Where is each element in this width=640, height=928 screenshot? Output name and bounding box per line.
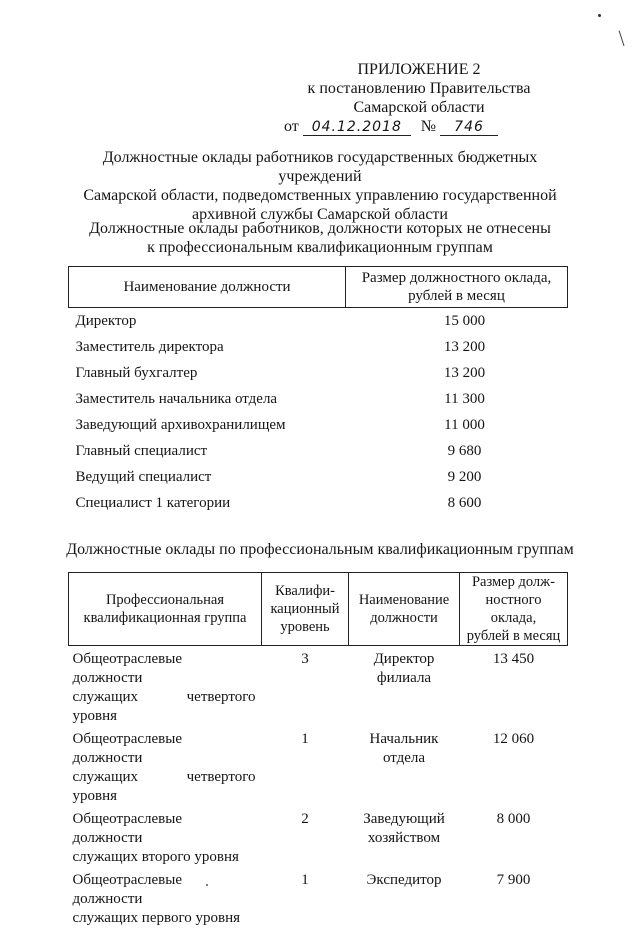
- position-line1: Заведующий: [363, 811, 445, 827]
- position-cell: [349, 867, 460, 928]
- section2-title-text: Должностные оклады по профессиональным квалификационным группам: [66, 541, 574, 558]
- header-level-line1: Квалифи-: [275, 583, 335, 599]
- table-header-row: [69, 573, 568, 646]
- group-line2: служащих второго уровня: [72, 849, 239, 865]
- section1-title: [60, 219, 580, 257]
- level-value: 3: [301, 651, 309, 667]
- table-row: [69, 412, 568, 438]
- scan-mark-stroke: [619, 30, 627, 46]
- main-title-line3: архивной службы Самарской области: [192, 206, 448, 223]
- salary-value: 11 000: [444, 416, 485, 433]
- position-cell: [349, 806, 460, 867]
- header-salary-line2: ностного оклада,: [485, 592, 542, 626]
- header-group: [69, 573, 262, 646]
- group-line2: служащих четвертого уровня: [72, 769, 256, 804]
- appendix-line2: Самарской области: [353, 99, 485, 116]
- salary-value: 7 900: [496, 872, 531, 888]
- header-salary: [460, 573, 568, 646]
- handwritten-date: 04.12.2018: [303, 119, 411, 136]
- level-value: 1: [301, 731, 309, 747]
- table-row: [69, 490, 568, 516]
- header-position-line1: Наименование: [358, 592, 450, 608]
- group-cell: [69, 646, 262, 727]
- position-line2: хозяйством: [367, 830, 441, 846]
- main-title-line2: Самарской области, подведомственных управлению государственной: [83, 187, 557, 204]
- group-line2: служащих первого уровня: [72, 910, 240, 926]
- header-salary: [346, 267, 568, 308]
- scan-mark-dot: [598, 14, 601, 17]
- header-position: [349, 573, 460, 646]
- header-position-name: Наименование должности: [69, 267, 346, 308]
- salary-table-qualification-groups: [68, 572, 568, 928]
- header-level-line3: уровень: [280, 619, 330, 635]
- group-line1: Общеотраслевые должности: [72, 811, 182, 846]
- level-value: 2: [301, 811, 309, 827]
- group-cell: [69, 806, 262, 867]
- table-row: [69, 334, 568, 360]
- header-level-line2: кационный: [270, 601, 340, 617]
- appendix-date-line: [274, 117, 564, 136]
- group-line2: служащих четвертого уровня: [72, 689, 256, 724]
- group-line1: Общеотраслевые должности: [72, 872, 182, 907]
- appendix-line1: к постановлению Правительства: [307, 80, 531, 97]
- table-row: [69, 646, 568, 727]
- salary-value: 13 200: [443, 364, 486, 381]
- number-prefix: №: [420, 118, 437, 135]
- table-row: [69, 438, 568, 464]
- header-salary-line2: рублей в месяц: [408, 288, 505, 304]
- header-group-line1: Профессиональная: [105, 592, 225, 608]
- position-name: Главный бухгалтер: [75, 364, 198, 381]
- handwritten-number: 746: [440, 119, 498, 136]
- date-prefix: от: [284, 118, 299, 135]
- position-name: Директор: [75, 312, 137, 329]
- salary-value: 12 060: [492, 731, 535, 747]
- appendix-title: ПРИЛОЖЕНИЕ 2: [357, 61, 481, 78]
- position-line1: Экспедитор: [366, 872, 442, 888]
- table-row: [69, 726, 568, 806]
- table-row: [69, 464, 568, 490]
- group-line1: Общеотраслевые должности: [72, 731, 182, 766]
- position-line1: Директор: [373, 651, 435, 667]
- header-salary-line3: рублей в месяц: [466, 628, 561, 644]
- position-name: Заместитель директора: [75, 338, 224, 355]
- salary-value: 13 200: [443, 338, 486, 355]
- table-row: [69, 308, 568, 335]
- salary-value: 13 450: [492, 651, 535, 667]
- section1-title-line1: Должностные оклады работников, должности которых не отнесены: [89, 220, 551, 237]
- section1-title-line2: к профессиональным квалификационным группам: [147, 239, 493, 256]
- section2-title: [60, 540, 580, 559]
- position-name: Главный специалист: [75, 442, 208, 459]
- position-name: Ведущий специалист: [75, 468, 212, 485]
- group-cell: [69, 726, 262, 806]
- appendix-header: [274, 60, 564, 136]
- position-name: Заведующий архивохранилищем: [75, 416, 286, 433]
- salary-table-non-group: [68, 266, 568, 516]
- header-salary-line1: Размер долж-: [471, 574, 556, 590]
- group-cell: [69, 867, 262, 928]
- position-line2: филиала: [376, 670, 432, 686]
- position-cell: [349, 726, 460, 806]
- salary-value: 9 200: [447, 468, 482, 485]
- main-title-line1: Должностные оклады работников государственных бюджетных учреждений: [102, 149, 538, 185]
- position-line1: Начальник: [369, 731, 439, 747]
- header-position-line2: должности: [370, 610, 438, 626]
- level-value: 1: [301, 872, 309, 888]
- position-cell: [349, 646, 460, 727]
- salary-value: 15 000: [443, 312, 486, 329]
- salary-value: 8 600: [447, 494, 482, 511]
- group-line1: Общеотраслевые должности: [72, 651, 182, 686]
- table-header-row: [69, 267, 568, 308]
- position-name: Специалист 1 категории: [75, 494, 231, 511]
- salary-value: 9 680: [447, 442, 482, 459]
- position-line2: отдела: [382, 750, 426, 766]
- table-row: [69, 386, 568, 412]
- table-row: [69, 867, 568, 928]
- header-level: [262, 573, 349, 646]
- header-group-line2: квалификационная группа: [83, 610, 247, 626]
- main-title: [60, 148, 580, 224]
- position-name: Заместитель начальника отдела: [75, 390, 278, 407]
- salary-value: 11 300: [444, 390, 485, 407]
- table-row: [69, 806, 568, 867]
- table-row: [69, 360, 568, 386]
- salary-value: 8 000: [496, 811, 531, 827]
- header-salary-line1: Размер должностного оклада,: [361, 270, 552, 286]
